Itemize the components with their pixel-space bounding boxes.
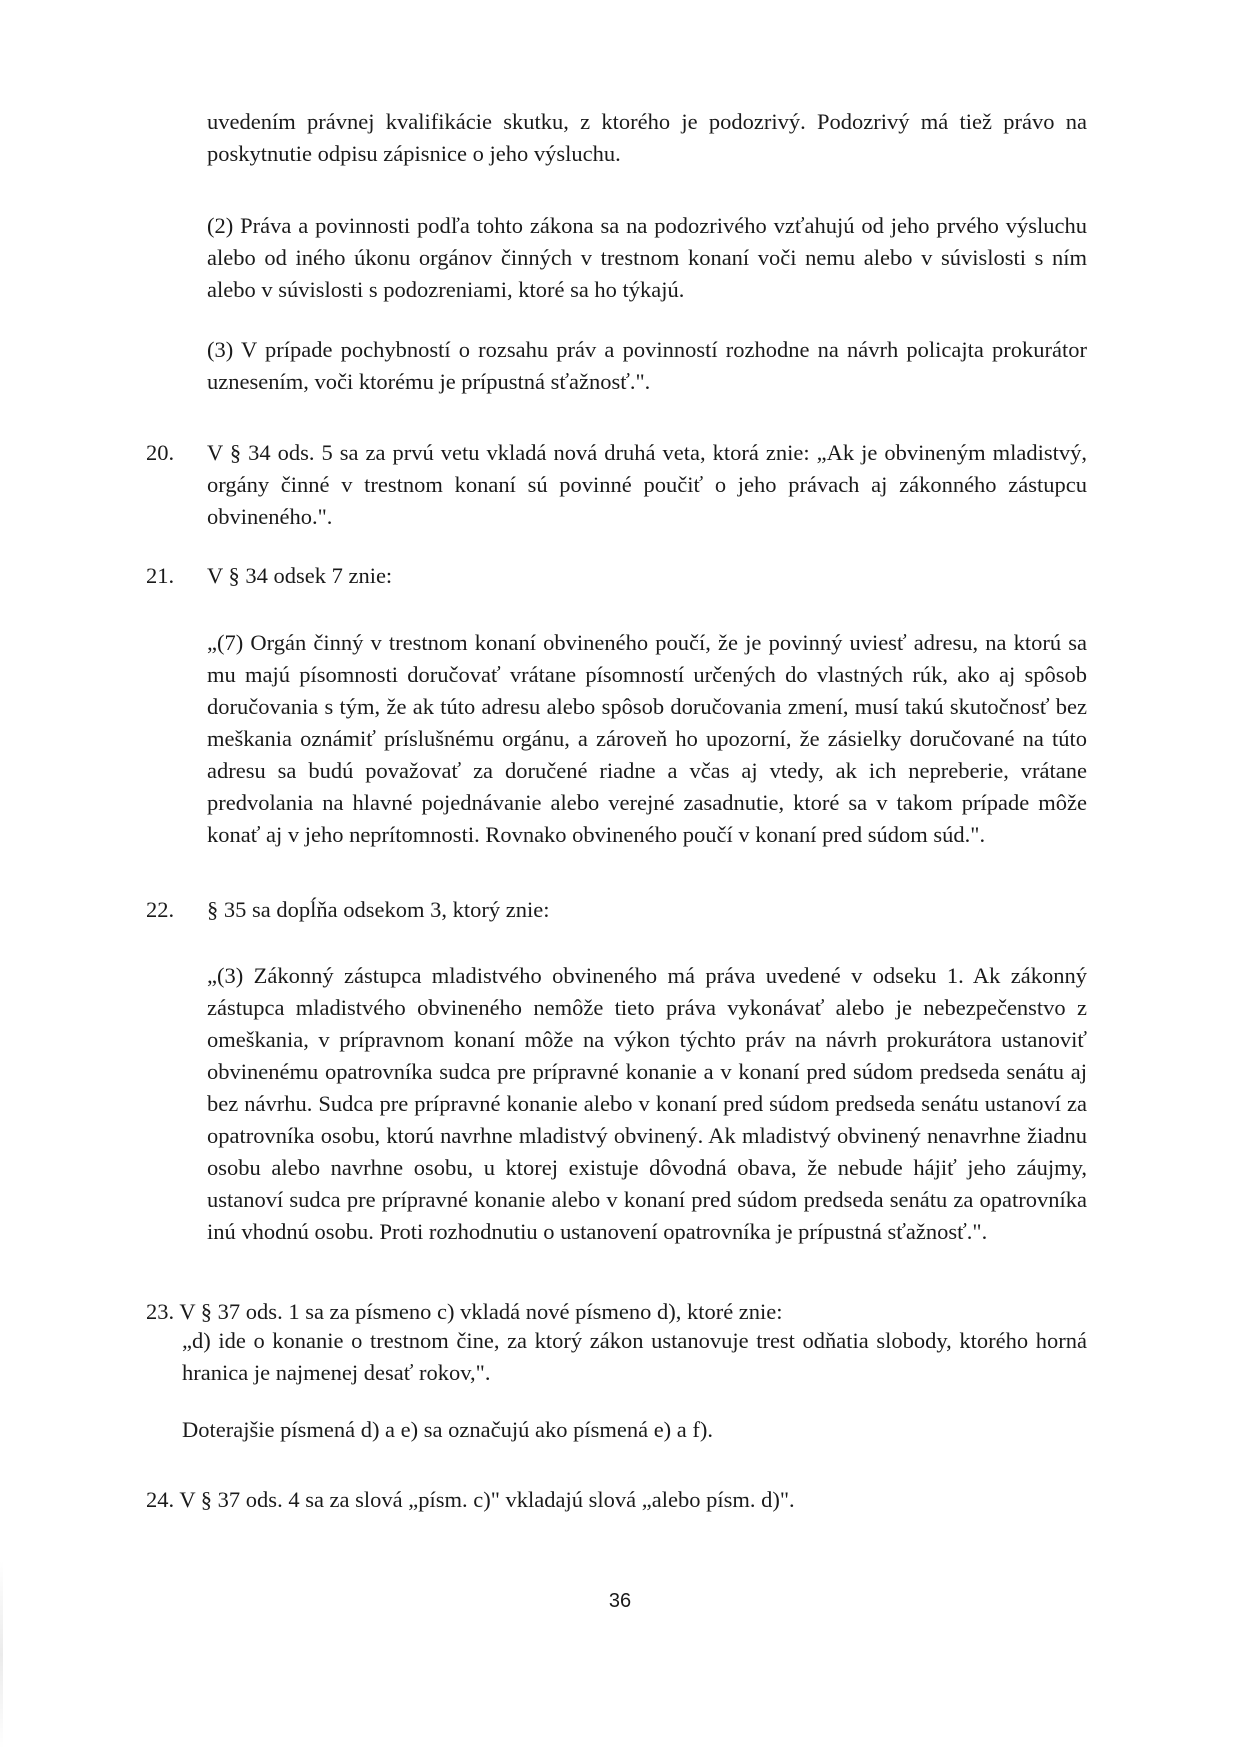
item-23-note: Doterajšie písmená d) a e) sa označujú ako písmená e) a f). bbox=[182, 1417, 714, 1442]
paragraph-section-2: (2) Práva a povinnosti podľa tohto zákona sa na podozrivého vzťahujú od jeho prvého výsluchu alebo od iného úkonu orgánov činných v trestnom konaní voči nemu alebo v súvislosti s ním alebo v súvislosti s podozreniami, ktoré sa ho týkajú. bbox=[207, 213, 1087, 302]
paragraph-continuation: uvedením právnej kvalifikácie skutku, z ktorého je podozrivý. Podozrivý má tiež právo na poskytnutie odpisu zápisnice o jeho výsluchu. bbox=[207, 109, 1087, 166]
item-23-quoted-letter: „d) ide o konanie o trestnom čine, za ktorý zákon ustanovuje trest odňatia slobody, ktorého horná hranica je najmenej desať rokov,". bbox=[182, 1328, 1087, 1385]
paragraph-section-3: (3) V prípade pochybností o rozsahu práv a povinností rozhodne na návrh policajta prokurátor uznesením, voči ktorému je prípustná sťažnosť.". bbox=[207, 337, 1087, 394]
item-20-text: V § 34 ods. 5 sa za prvú vetu vkladá nová druhá veta, ktorá znie: „Ak je obvineným mladistvý, orgány činné v trestnom konaní sú povinné poučiť o jeho právach aj zákonného zástupcu obvineného.". bbox=[207, 440, 1087, 529]
item-number-21: 21. bbox=[146, 563, 175, 588]
page-number: 36 bbox=[608, 1590, 632, 1612]
item-22-quoted-paragraph: „(3) Zákonný zástupca mladistvého obvineného má práva uvedené v odseku 1. Ak zákonný zástupca mladistvého obvineného nemôže tieto práva vykonávať alebo je nebezpečenstvo z omeškania, v prípravnom konaní môže na výkon týchto práv na návrh prokurátora ustanoviť obvinenému opatrovníka sudca pre prípravné konanie a v konaní pred súdom predseda senátu aj bez návrhu. Sudca pre prípravné konanie alebo v konaní pred súdom predseda senátu ustanoví za opatrovníka osobu, ktorú navrhne mladistvý obvinený. Ak mladistvý obvinený nenavrhne žiadnu osobu alebo navrhne osobu, u ktorej existuje dôvodná obava, že nebude hájiť jeho záujmy, ustanoví sudca pre prípravné konanie alebo v konaní pred súdom predseda senátu za opatrovníka inú vhodnú osobu. Proti rozhodnutiu o ustanovení opatrovníka je prípustná sťažnosť.". bbox=[207, 963, 1087, 1244]
item-21-text: V § 34 odsek 7 znie: bbox=[207, 563, 393, 588]
scan-edge-shadow bbox=[0, 1560, 3, 1750]
item-number-22: 22. bbox=[146, 897, 175, 922]
item-number-20: 20. bbox=[146, 440, 175, 465]
item-22-text: § 35 sa dopĺňa odsekom 3, ktorý znie: bbox=[207, 897, 550, 922]
item-24-text: 24. V § 37 ods. 4 sa za slová „písm. c)" vkladajú slová „alebo písm. d)". bbox=[146, 1487, 795, 1512]
item-23-text: 23. V § 37 ods. 1 sa za písmeno c) vkladá nové písmeno d), ktoré znie: bbox=[146, 1299, 783, 1324]
item-21-quoted-paragraph: „(7) Orgán činný v trestnom konaní obvineného poučí, že je povinný uviesť adresu, na ktorú sa mu majú písomnosti doručovať vrátane písomností určených do vlastných rúk, ako aj spôsob doručovania s tým, že ak túto adresu alebo spôsob doručovania zmení, musí takú skutočnosť bez meškania oznámiť príslušnému orgánu, a zároveň ho upozorní, že zásielky doručované na túto adresu sa budú považovať za doručené riadne a včas aj vtedy, ak ich nepreberie, vrátane predvolania na hlavné pojednávanie alebo verejné zasadnutie, ktoré sa v takom prípade môže konať aj v jeho neprítomnosti. Rovnako obvineného poučí v konaní pred súdom súd.". bbox=[207, 630, 1087, 847]
